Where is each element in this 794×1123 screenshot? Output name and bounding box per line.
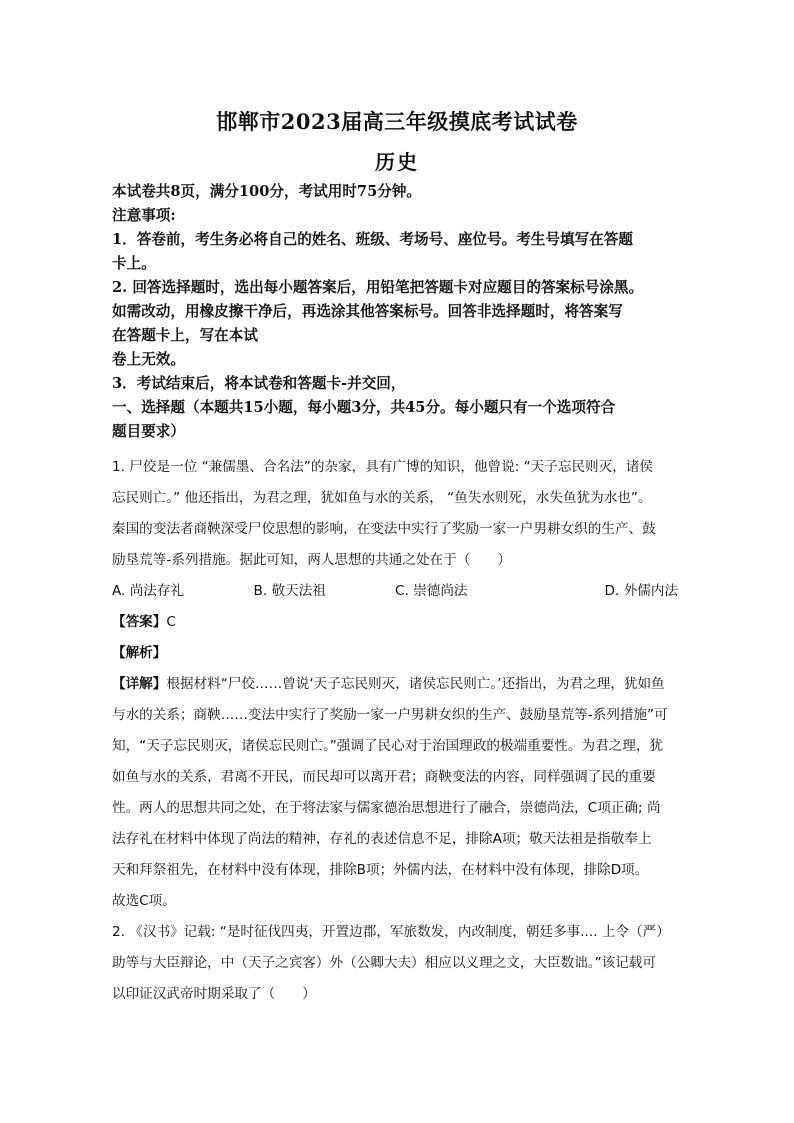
option-c: C. 崇德尚法 [395,583,468,599]
detail-line: 知，“天子忘民则灭，诸侯忘民则亡。”强调了民心对于治国理政的极端重要性。为君之理，犹 [112,738,664,754]
subject-title: 历史 [375,150,419,174]
notice-line: 3．考试结束后，将本试卷和答题卡-并交回， [112,375,406,392]
option-b: B. 敬天法祖 [253,583,326,599]
question-stem-line: 1. 尸佼是一位 “兼儒墨、合名法”的杂家，具有广博的知识，他曾说: “天子忘民则灭，诸侯 [112,459,654,475]
notice-line: 1．答卷前，考生务必将自己的姓名、班级、考场号、座位号。考生号填写在答题 [112,231,633,248]
detail-line: 性。两人的思想共同之处，在于将法家与儒家德治思想进行了融合，崇德尚法，C项正确; 尚 [112,800,661,816]
detail-tag: 【详解】 [112,676,167,692]
detail-text: 根据材料“尸佼……曾说‘天子忘民则灭，诸侯忘民则亡。’还指出，为君之理，犹如鱼 [166,676,665,692]
section-heading: 题目要求） [112,423,185,440]
question-stem-line: 忘民则亡。” 他还指出，为君之理，犹如鱼与水的关系， “鱼失水则死，水失鱼犹为水也”。 [112,490,652,506]
notice-line: 如需改动，用橡皮擦干净后，再选涂其他答案标号。回答非选择题时，将答案写 [112,303,623,320]
question-2 [112,917,692,1010]
answer-line [112,607,692,638]
option-d: D. 外儒内法 [604,583,678,599]
answer-value: C [166,614,176,630]
analysis-tag: 【解析】 [112,645,167,661]
question-stem-line: 助等与大臣辩论，中（天子之宾客）外（公卿大夫）相应以义理之文，大臣数诎。”该记载可 [112,955,656,971]
notice-line: 注意事项: [112,207,176,224]
exam-title: 邯郸市2023届高三年级摸底考试试卷 [216,109,578,134]
detail-line: 法存礼在材料中体现了尚法的精神，存礼的表述信息不足，排除A项；敬天法祖是指敬奉上 [112,831,652,847]
detail-line: 如鱼与水的关系，君离不开民，而民却可以离开君；商鞅变法的内容，同样强调了民的重要 [112,769,656,785]
notice-line: 2. 回答选择题时，选出每小题答案后，用铅笔把答题卡对应题目的答案标号涂黑。 [112,279,644,296]
notice-line: 本试卷共8页，满分100分，考试用时75分钟。 [112,183,422,200]
detail-line: 与水的关系；商鞅……变法中实行了奖励一家一户男耕女织的生产、鼓励垦荒等-系列措施”可 [112,707,668,723]
notice-line: 卡上。 [112,255,156,272]
question-stem-line: 2. 《汉书》记载: “是时征伐四夷，开置边郡，军旅数发，内改制度，朝廷多事.... 上令（严） [112,924,670,940]
question-stem-line: 以印证汉武帝时期采取了（ ） [112,986,316,1002]
notice-line: 卷上无效。 [112,351,185,368]
detail-line: 故选C项。 [112,893,176,909]
exam-notice [112,180,692,444]
answer-tag: 【答案】 [112,614,167,630]
section-heading: 一、选择题（本题共15小题，每小题3分，共45分。每小题只有一个选项符合 [112,399,616,416]
notice-line: 在答题卡上，写在本试 [112,327,258,344]
question-stem-line: 励垦荒等-系列措施。据此可知，两人思想的共通之处在于（ ） [112,552,512,568]
question-1 [112,452,692,917]
option-row [112,576,678,607]
detail-line [112,669,692,700]
detail-line: 天和拜祭祖先，在材料中没有体现，排除B项；外儒内法，在材料中没有体现，排除D项。 [112,862,649,878]
question-stem-line: 秦国的变法者商鞅深受尸佼思想的影响，在变法中实行了奖励一家一户男耕女织的生产、鼓 [112,521,656,537]
option-a: A. 尚法存礼 [112,583,185,599]
